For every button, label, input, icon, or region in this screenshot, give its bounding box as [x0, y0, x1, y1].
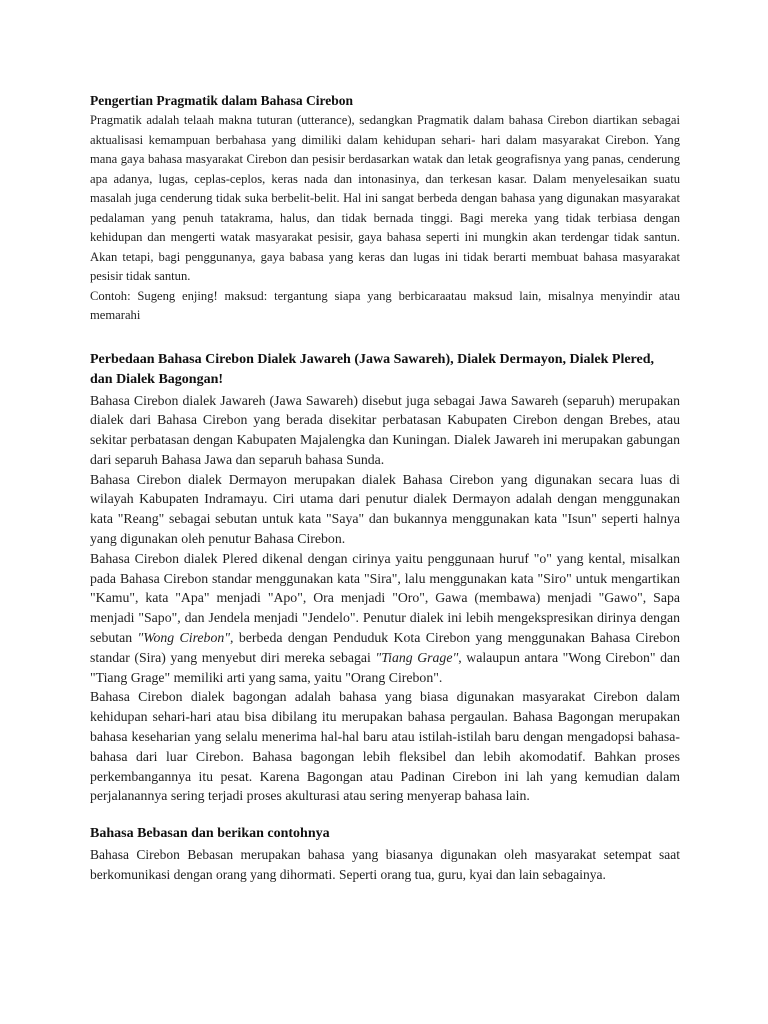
paragraph-bagongan: Bahasa Cirebon dialek bagongan adalah bahasa yang biasa digunakan masyarakat Cirebon dalam kehidupan sehari-hari atau bisa dibilang itu merupakan bahasa pergaulan. Bahasa Bagongan merupakan bahasa keseharian yang selalu menerima hal-hal baru atau istilah-istilah baru dengan mengadopsi bahasa-bahasa dari luar Cirebon. Bahasa bagongan lebih fleksibel dan lebih akomodatif. Bahkan proses perkembangannya itu pesat. Karena Bagongan atau Padinan Cirebon ini lah yang kemudian dalam perjalanannya sering terjadi proses akulturasi atau sering menyerap bahasa lain.: [90, 689, 680, 804]
plered-text: Bahasa Cirebon dialek Plered dikenal dengan cirinya yaitu penggunaan huruf "o" yang kental, misalkan pada Bahasa Cirebon standar menggunakan kata "Sira", lalu menggunakan kata "Siro" untuk mengartikan "Kamu", kata "Apa" menjadi "Apo", Ora menjadi "Oro", Gawa (membawa) menjadi "Gawo", Sapa menjadi "Sapo", dan Jendela menjadi "Jendelo". Penutur dialek ini lebih mengekspresikan dirinya dengan sebutan: [90, 550, 680, 646]
plered-italic-wong-cirebon: "Wong Cirebon": [137, 630, 231, 646]
section-dialek: [90, 350, 680, 807]
plered-text: , berbeda dengan Penduduk Kota Cirebon yang menggunakan Bahasa Cirebon standar (Sira) yang menyebut diri mereka sebagai: [90, 630, 680, 665]
paragraph: Bahasa Cirebon Bebasan merupakan bahasa yang biasanya digunakan oleh masyarakat setempat saat berkomunikasi dengan orang yang dihormati. Seperti orang tua, guru, kyai dan lain sebagainya.: [90, 847, 680, 882]
section-bebasan: [90, 824, 680, 884]
paragraph-example: Contoh: Sugeng enjing! maksud: tergantung siapa yang berbicaraatau maksud lain, misalnya menyindir atau memarahi: [90, 288, 680, 322]
section-heading: Pengertian Pragmatik dalam Bahasa Cirebon: [90, 93, 353, 108]
section-heading: Perbedaan Bahasa Cirebon Dialek Jawareh (Jawa Sawareh), Dialek Dermayon, Dialek Plered, dan Dialek Bagongan!: [90, 351, 655, 387]
plered-italic-tiang-grage: "Tiang Grage": [375, 649, 459, 665]
paragraph-plered: [90, 549, 680, 688]
plered-text: , walaupun antara "Wong Cirebon" dan "Tiang Grage" memiliki arti yang sama, yaitu "Orang Cirebon".: [90, 649, 681, 685]
section-pragmatik: [90, 91, 680, 326]
paragraph-jawareh: Bahasa Cirebon dialek Jawareh (Jawa Sawareh) disebut juga sebagai Jawa Sawareh (separuh) merupakan dialek dari Bahasa Cirebon yang berada disekitar perbatasan Kabupaten Cirebon dengan Brebes, atau sekitar perbatasan dengan Kabupaten Majalengka dan Kuningan. Dialek Jawareh ini merupakan gabungan dari separuh Bahasa Jawa dan separuh bahasa Sunda.: [90, 392, 680, 467]
section-heading: Bahasa Bebasan dan berikan contohnya: [90, 826, 330, 842]
paragraph-dermayon: Bahasa Cirebon dialek Dermayon merupakan dialek Bahasa Cirebon yang digunakan secara luas di wilayah Kabupaten Indramayu. Ciri utama dari penutur dialek Dermayon adalah dengan menggunakan kata "Reang" sebagai sebutan untuk kata "Saya" dan bukannya menggunakan kata "Isun" seperti halnya yang digunakan oleh penutur Bahasa Cirebon.: [90, 471, 680, 547]
paragraph: Pragmatik adalah telaah makna tuturan (utterance), sedangkan Pragmatik dalam bahasa Cirebon diartikan sebagai aktualisasi kemampuan berbahasa yang dimiliki dalam kehidupan sehari- hari dalam masyarakat Cirebon. Yang mana gaya bahasa masyarakat Cirebon dan pesisir berdasarkan watak dan letak geografisnya yang panas, cenderung apa adanya, lugas, ceplas-ceplos, keras nada dan intonasinya, dan terkesan kasar. Dalam menyelesaikan suatu masalah juga cenderung tidak suka berbelit-belit. Hal ini sangat berbeda dengan bahasa yang digunakan masyarakat pedalaman yang penuh tatakrama, halus, dan tidak bernada tinggi. Bagi mereka yang tidak terbiasa dengan kehidupan dan mengerti watak masyarakat pesisir, gaya bahasa seperti ini mungkin akan terdengar tidak santun. Akan tetapi, bagi penggunanya, gaya babasa yang keras dan lugas ini tidak berarti membuat bahasa masyarakat pesisir tidak santun.: [90, 113, 680, 283]
